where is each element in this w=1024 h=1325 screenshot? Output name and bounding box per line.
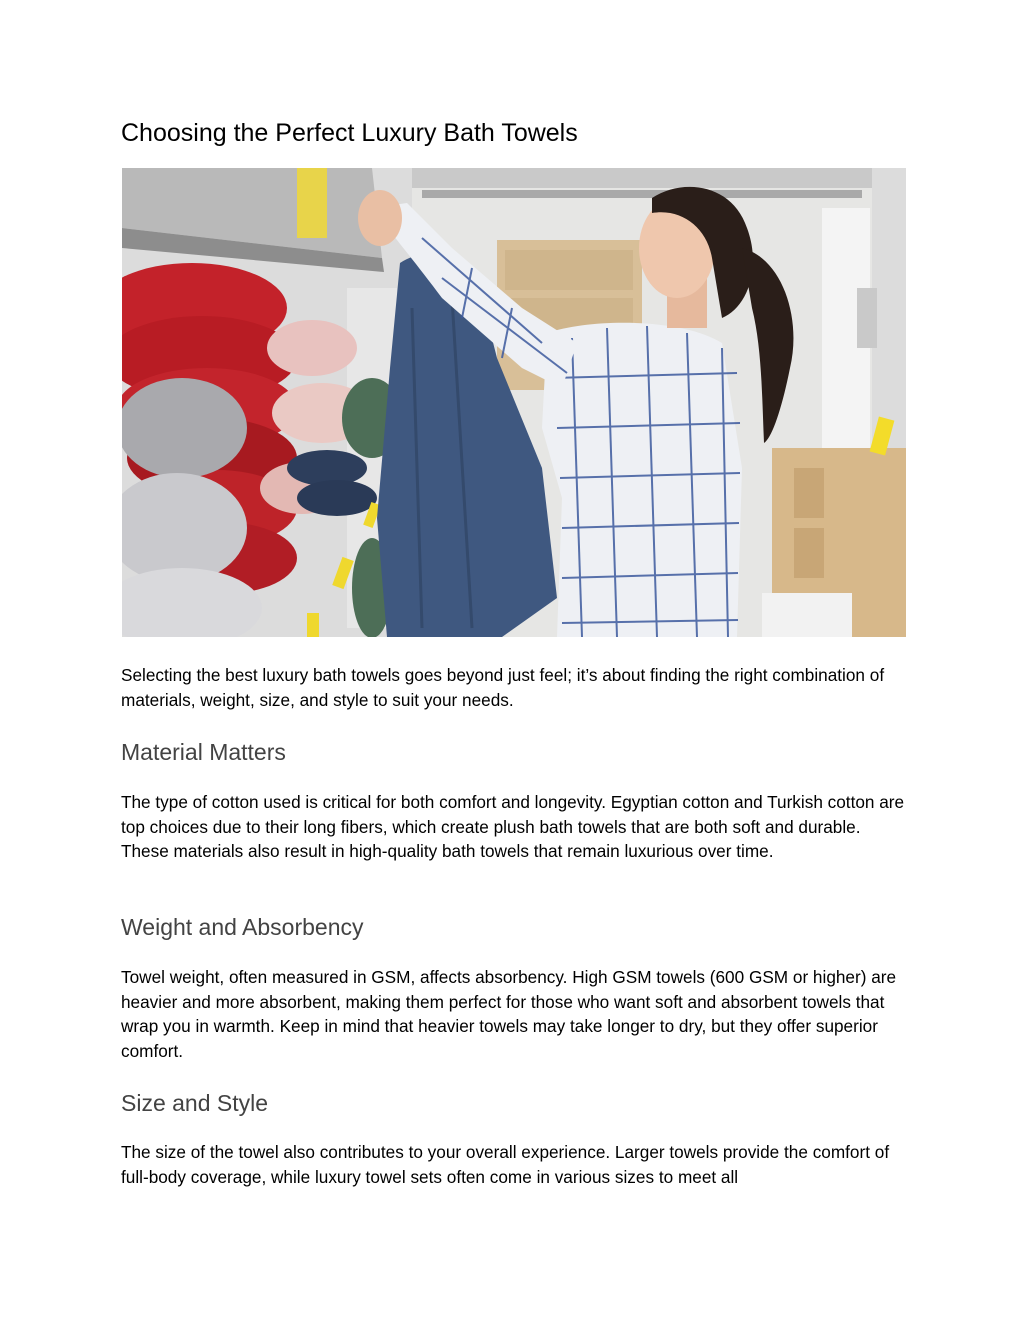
section-body-size: The size of the towel also contributes to your overall experience. Larger towels provide the comfort of full-body coverage, while luxury towel sets often come in various sizes to meet all — [121, 1142, 890, 1187]
intro-paragraph: Selecting the best luxury bath towels goes beyond just feel; it’s about finding the right combination of materials, weight, size, and style to suit your needs. — [121, 665, 885, 710]
hero-photo-woman-choosing-towels — [122, 168, 906, 637]
section-heading-weight: Weight and Absorbency — [121, 914, 364, 940]
section-body-material: The type of cotton used is critical for both comfort and longevity. Egyptian cotton and Turkish cotton are top choices due to their long fibers, which create plush bath towels that are both soft and durable. These materials also result in high-quality bath towels that remain luxurious over time. — [121, 792, 905, 862]
page-title: Choosing the Perfect Luxury Bath Towels — [121, 119, 578, 147]
section-heading-material: Material Matters — [121, 739, 286, 765]
section-body-weight: Towel weight, often measured in GSM, affects absorbency. High GSM towels (600 GSM or higher) are heavier and more absorbent, making them perfect for those who want soft and absorbent towels that wrap you in warmth. Keep in mind that heavier towels may take longer to dry, but they offer superior comfort. — [121, 967, 897, 1061]
section-heading-size: Size and Style — [121, 1090, 269, 1116]
